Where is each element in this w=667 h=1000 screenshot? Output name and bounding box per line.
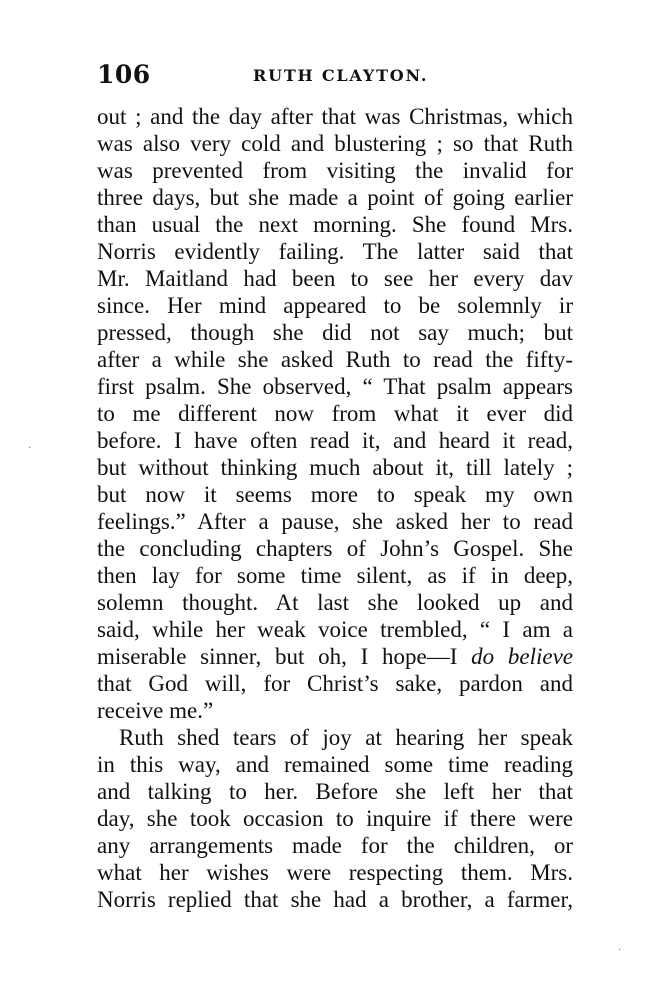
text-line: solemn thought. At last she looked up and <box>97 590 573 615</box>
text-line: Norris replied that she had a brother, a farmer, <box>97 887 573 912</box>
text-line-start: miserable sinner, but oh, I hope—I <box>97 644 472 669</box>
text-line: any arrangements made for the children, or <box>97 833 573 858</box>
text-line: three days, but she made a point of going earlier <box>97 185 573 210</box>
text-line: but now it seems more to speak my own <box>97 482 573 507</box>
text-line: the concluding chapters of John’s Gospel. She <box>97 536 573 561</box>
print-speck: · <box>28 443 32 454</box>
text-line: and talking to her. Before she left her that <box>97 779 573 804</box>
text-line: that God will, for Christ’s sake, pardon and <box>97 671 573 696</box>
text-line: pressed, though she did not say much; but <box>97 320 573 345</box>
emphasized-text: do believe <box>471 644 573 669</box>
text-line: Mr. Maitland had been to see her every dav <box>97 266 573 291</box>
text-line: Ruth shed tears of joy at hearing her speak <box>119 725 573 750</box>
text-line: receive me.” <box>97 698 214 723</box>
paragraph <box>97 103 573 724</box>
text-line: before. I have often read it, and heard it read, <box>97 428 573 453</box>
text-line: after a while she asked Ruth to read the fifty- <box>97 347 573 372</box>
body-text <box>97 103 573 913</box>
text-line: to me different now from what it ever did <box>97 401 573 426</box>
running-head <box>97 60 577 92</box>
text-line: but without thinking much about it, till lately ; <box>97 455 573 480</box>
text-line: since. Her mind appeared to be solemnly ir <box>97 293 573 318</box>
text-line: said, while her weak voice trembled, “ I am a <box>97 617 573 642</box>
text-line: feelings.” After a pause, she asked her to read <box>97 509 573 534</box>
paragraph <box>97 724 573 913</box>
print-speck: · <box>618 945 622 956</box>
text-line: than usual the next morning. She found Mrs. <box>97 212 573 237</box>
page-number: 106 <box>97 60 151 89</box>
text-line: in this way, and remained some time reading <box>97 752 573 777</box>
text-line: was prevented from visiting the invalid for <box>97 158 573 183</box>
running-title: RUTH CLAYTON. <box>253 66 429 85</box>
text-line <box>97 643 573 670</box>
text-line: Norris evidently failing. The latter said that <box>97 239 573 264</box>
text-line: day, she took occasion to inquire if there were <box>97 806 573 831</box>
text-line: then lay for some time silent, as if in deep, <box>97 563 573 588</box>
text-line: was also very cold and blustering ; so that Ruth <box>97 131 573 156</box>
text-line: out ; and the day after that was Christmas, which <box>97 104 573 129</box>
text-line: what her wishes were respecting them. Mrs. <box>97 860 573 885</box>
text-line: first psalm. She observed, “ That psalm appears <box>97 374 573 399</box>
